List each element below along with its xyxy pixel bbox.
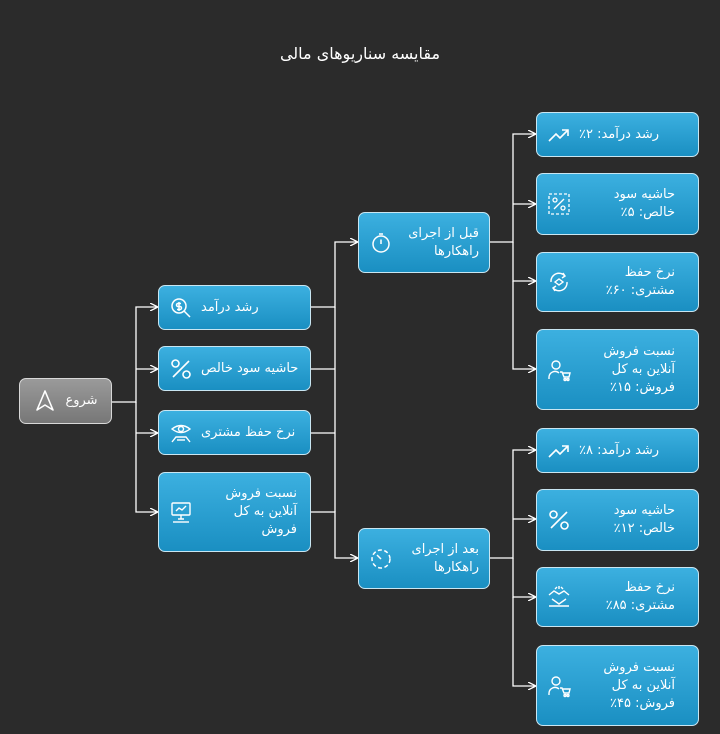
net-margin-label: حاشیه سود خالص	[201, 360, 299, 376]
trend-up-icon	[547, 123, 571, 147]
computer-sales-icon	[169, 500, 193, 524]
percent-icon	[547, 508, 571, 532]
navigation-arrow-icon	[33, 389, 57, 413]
online-sales-label: نسبت فروش آنلاین به کل فروش	[225, 486, 297, 537]
after-retention-label: نرخ حفظ مشتری: ۸۵٪	[605, 580, 675, 613]
start-node[interactable]	[19, 378, 112, 424]
eye-hand-icon	[169, 421, 193, 445]
customer-retention-label: نرخ حفظ مشتری	[201, 424, 296, 440]
after-node[interactable]	[358, 528, 490, 589]
dollar-coin-icon	[169, 296, 193, 320]
timer-dashed-icon	[369, 547, 393, 571]
percent-icon	[169, 357, 193, 381]
stopwatch-icon	[369, 231, 393, 255]
after-revenue-label: رشد درآمد: ۸٪	[579, 442, 660, 458]
after-margin-label: حاشیه سود خالص: ۱۲٪	[613, 503, 675, 536]
net-margin-node[interactable]	[158, 346, 311, 391]
before-label: قبل از اجرای راهکارها	[408, 225, 479, 259]
before-revenue-node[interactable]	[536, 112, 699, 157]
online-sales-node[interactable]	[158, 472, 311, 552]
before-retention-node[interactable]	[536, 252, 699, 312]
after-label: بعد از اجرای راهکارها	[411, 541, 479, 575]
trend-up-icon	[547, 439, 571, 463]
before-node[interactable]	[358, 212, 490, 273]
page-title: مقایسه سناریوهای مالی	[279, 44, 441, 63]
after-retention-node[interactable]	[536, 567, 699, 627]
start-label: شروع	[65, 393, 98, 408]
before-retention-label: نرخ حفظ مشتری: ۶۰٪	[605, 265, 675, 298]
before-margin-label: حاشیه سود خالص: ۵٪	[613, 187, 675, 220]
after-margin-node[interactable]	[536, 489, 699, 551]
revenue-growth-label: رشد درآمد	[201, 299, 259, 315]
handshake-icon	[547, 585, 571, 609]
before-online-node[interactable]	[536, 329, 699, 410]
before-revenue-label: رشد درآمد: ۲٪	[579, 126, 660, 142]
after-online-node[interactable]	[536, 645, 699, 726]
user-cart-icon	[547, 358, 571, 382]
customer-retention-node[interactable]	[158, 410, 311, 455]
before-online-label: نسبت فروش آنلاین به کل فروش: ۱۵٪	[603, 343, 675, 395]
user-cart-icon	[547, 674, 571, 698]
before-margin-node[interactable]	[536, 173, 699, 235]
percent-box-icon	[547, 192, 571, 216]
handshake-cycle-icon	[547, 270, 571, 294]
revenue-growth-node[interactable]	[158, 285, 311, 330]
after-online-label: نسبت فروش آنلاین به کل فروش: ۴۵٪	[603, 659, 675, 711]
after-revenue-node[interactable]	[536, 428, 699, 473]
